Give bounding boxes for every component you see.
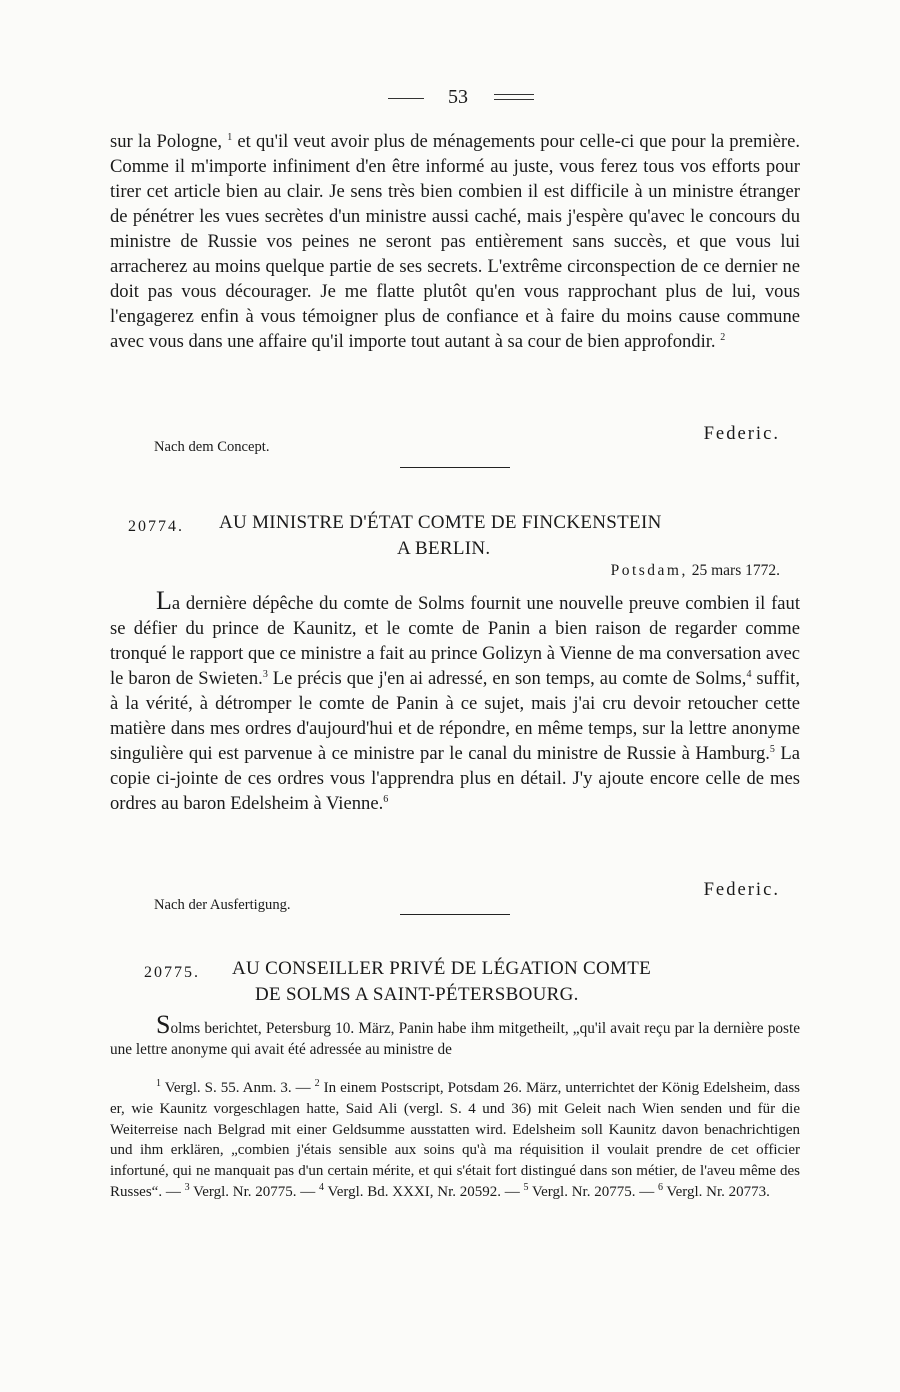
document-title-line-2: A BERLIN. xyxy=(397,538,491,559)
header-rule-left xyxy=(388,98,424,99)
footnotes: $^1$ Vergl. S. 55. Anm. 3. — $^2$ In einem Postscript, Potsdam 26. März, unterrichtet der König Edelsheim, dass er, wie Kaunitz vorgeschlagen hatte, Said Ali (vergl. S. 4 und 36) mit Geleit nach Wien senden und für die Weiterreise nach Belgrad mit einer Geldsumme ausstatten wird. Edelsheim soll Kaunitz davon benachrichtigen und ihm erklären, „combien j'étais sensible aux soins qu'à ma réquisition il voulait prendre de cet officier infortuné, qui ne manquait pas d'un certain mérite, et qui s'était fort distingué dans son métier, de l'aveu même des Russes“. — $^3$ Vergl. Nr. 20775. — $^4$ Vergl. Bd. XXXI, Nr. 20592. — $^5$ Vergl. Nr. 20775. — $^6$ Vergl. Nr. 20773. xyxy=(110,1078,801,1200)
dateline-date: 25 mars 1772. xyxy=(691,562,780,579)
document-number: 20775. xyxy=(144,964,200,981)
dateline xyxy=(611,562,780,580)
footnote-ref: 5 xyxy=(769,743,775,755)
footnote-ref: 3 xyxy=(262,668,268,680)
section-rule xyxy=(400,467,510,468)
header-rule-right xyxy=(494,94,534,95)
dateline-place: Potsdam, xyxy=(610,562,688,579)
footnote-ref: 1 xyxy=(227,131,233,143)
section-rule xyxy=(400,914,510,915)
initial-letter: S xyxy=(156,1010,171,1039)
signature: Federic. xyxy=(703,423,780,444)
document-body: La dernière dépêche du comte de Solms fournit une nouvelle preuve combien il faut se défier du prince de Kaunitz, et le comte de Panin a bien raison de regarder comme tronqué le rapport que ce ministre a fait au prince Golizyn à Vienne de ma conversation avec le baron de Swieten.$^3$ Le précis que j'en ai adressé, en son temps, au comte de Solms,$^4$ suffit, à la vérité, à détromper le comte de Panin à ce sujet, mais j'ai cru devoir retoucher cette matière dans mes ordres d'aujourd'hui et de répondre, en même temps, sur la lettre anonyme singulière qui est parvenue à ce ministre par le canal du ministre de Russie à Hamburg.$^5$ La copie ci-jointe de ces ordres vous l'apprendra plus en détail. J'y ajoute encore celle de mes ordres au baron Edelsheim à Vienne.$^6$ xyxy=(110,586,800,814)
document-title-line-1: AU CONSEILLER PRIVÉ DE LÉGATION COMTE xyxy=(232,958,652,979)
page-header xyxy=(110,86,800,110)
source-note: Nach der Ausfertigung. xyxy=(154,897,291,913)
header-rule-right-2 xyxy=(494,99,534,100)
footnote-ref: 2 xyxy=(720,331,726,343)
document-number: 20774. xyxy=(128,518,184,535)
initial-letter: L xyxy=(156,586,172,615)
footnote-ref: 6 xyxy=(383,793,389,805)
source-note: Nach dem Concept. xyxy=(154,439,270,455)
document-title-line-2: DE SOLMS A SAINT-PÉTERSBOURG. xyxy=(255,984,579,1005)
document-title-line-1: AU MINISTRE D'ÉTAT COMTE DE FINCKENSTEIN xyxy=(219,512,662,533)
signature: Federic. xyxy=(703,879,780,900)
letter-end-paragraph: sur la Pologne, $^1$ et qu'il veut avoir plus de ménagements pour celle-ci que pour la première. Comme il m'importe infiniment d'en être informé au juste, vous ferez tous vos efforts pour tirer cet article bien au clair. Je sens très bien combien il est difficile à un ministre étranger de pénétrer les vues secrètes d'un ministre aussi caché, mais j'espère qu'avec le concours du ministre de Russie vos peines ne seront pas entièrement sans succès, et que vous lui arracherez au moins quelque partie de ses secrets. L'extrême circonspection de ce dernier ne doit pas vous décourager. Je me flatte plutôt qu'en vous rapprochant plus de lui, vous l'engagerez enfin à vous témoigner plus de confiance et à faire du moins cause commune avec vous dans une affaire qu'il importe tout autant à sa cour de bien approfondir. $^2$ xyxy=(110,131,800,352)
page-number: 53 xyxy=(448,86,468,108)
footnote-ref: 4 xyxy=(746,668,752,680)
document-summary: Solms berichtet, Petersburg 10. März, Panin habe ihm mitgetheilt, „qu'il avait reçu par la dernière poste une lettre anonyme qui avait été adressée au ministre de xyxy=(110,1010,800,1058)
